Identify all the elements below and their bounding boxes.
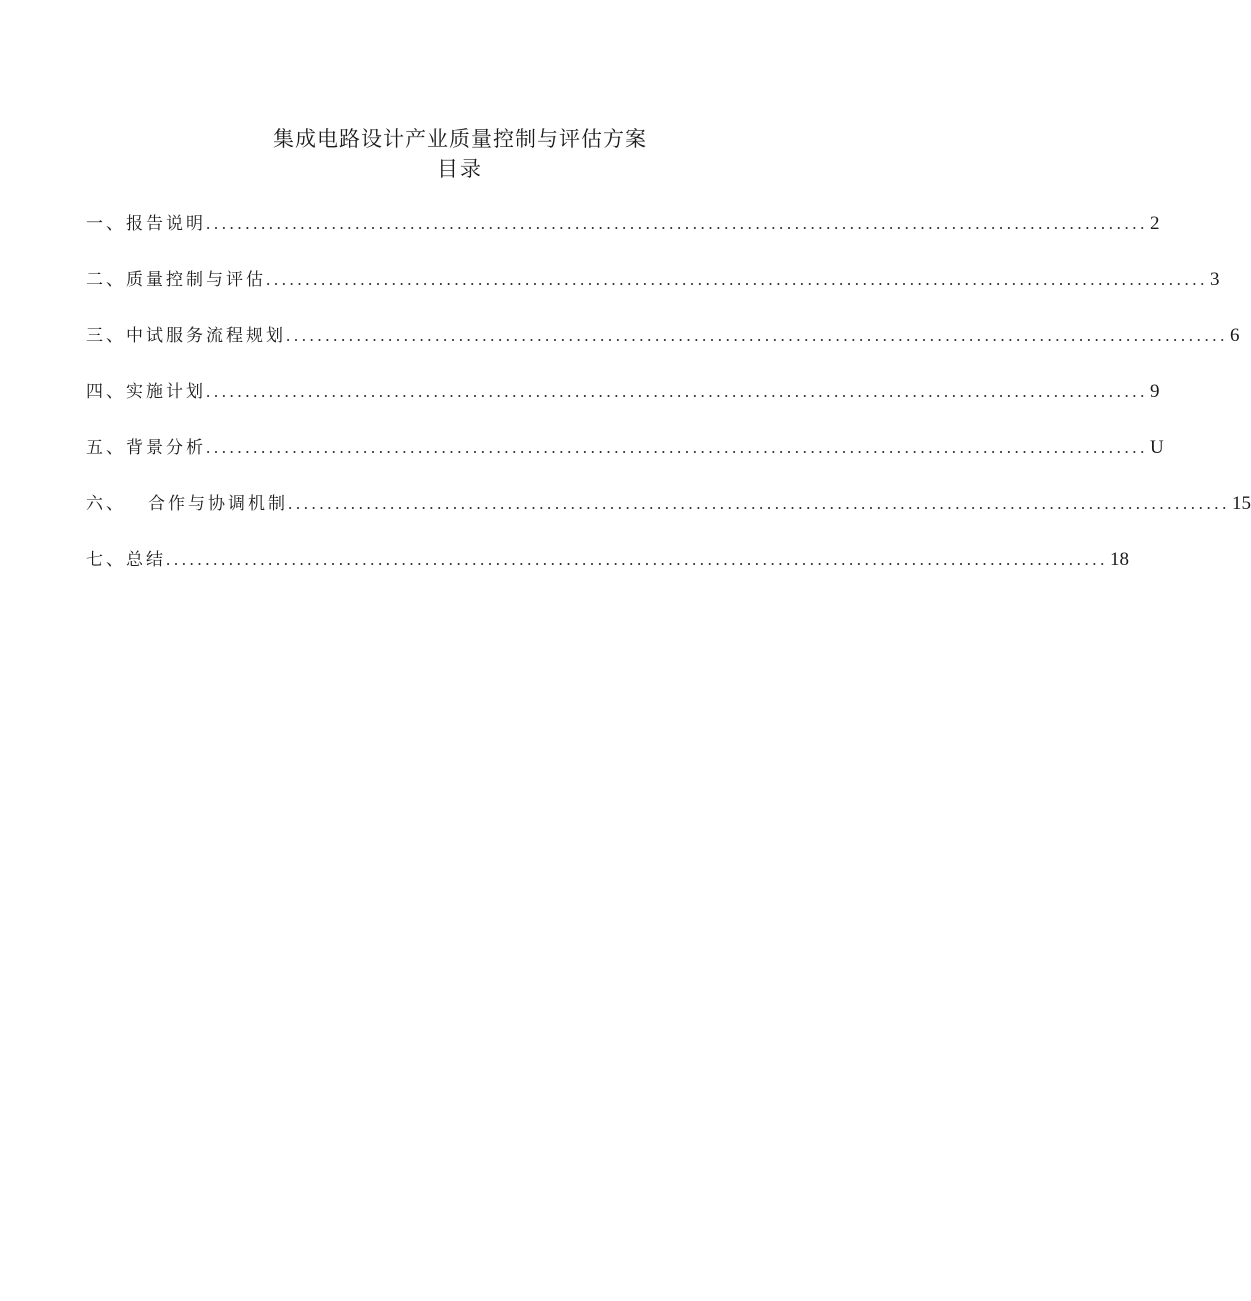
toc-entry-page: U xyxy=(1150,437,1164,458)
toc-entry[interactable] xyxy=(86,324,1240,380)
toc-entry-label xyxy=(86,492,288,516)
toc-leader-dots: ........................................................................................................................ xyxy=(266,270,1208,289)
toc-entry[interactable] xyxy=(86,212,1160,268)
toc-entry-label xyxy=(86,380,206,404)
toc-entry-number: 七、 xyxy=(86,550,126,570)
toc-entry-number: 一、 xyxy=(86,214,126,234)
toc-entry-label xyxy=(86,436,206,460)
toc-entry-page: 3 xyxy=(1210,269,1220,290)
toc-entry-title: 合作与协调机制 xyxy=(148,494,288,514)
toc-entry-number: 三、 xyxy=(86,326,126,346)
toc-entry-title: 中试服务流程规划 xyxy=(126,326,286,346)
toc-heading: 目录 xyxy=(437,157,483,181)
toc-entry-number: 六、 xyxy=(86,494,126,514)
toc-entry-title: 总结 xyxy=(126,550,166,570)
toc-entry-page: 9 xyxy=(1150,381,1160,402)
toc-entry-number: 二、 xyxy=(86,270,126,290)
toc-entry[interactable] xyxy=(86,436,1164,492)
toc-entry-title: 报告说明 xyxy=(126,214,206,234)
toc-entry-title: 背景分析 xyxy=(126,438,206,458)
toc-leader-dots: ........................................................................................................................ xyxy=(286,326,1228,345)
toc-entry[interactable] xyxy=(86,268,1220,324)
toc-entry-number: 五、 xyxy=(86,438,126,458)
toc-entry-page: 6 xyxy=(1230,325,1240,346)
toc-entry-label xyxy=(86,268,266,292)
toc-leader-dots: ........................................................................................................................ xyxy=(166,550,1108,569)
toc-entry-label xyxy=(86,212,206,236)
toc-entry-label xyxy=(86,548,166,572)
toc-leader-dots: ........................................................................................................................ xyxy=(288,494,1230,513)
toc-leader-dots: ........................................................................................................................ xyxy=(206,438,1148,457)
toc-leader-dots: ........................................................................................................................ xyxy=(206,382,1148,401)
document-title: 集成电路设计产业质量控制与评估方案 xyxy=(273,127,647,151)
table-of-contents xyxy=(86,212,1251,604)
toc-entry[interactable] xyxy=(86,492,1251,548)
toc-entry[interactable] xyxy=(86,380,1160,436)
toc-entry-page: 2 xyxy=(1150,213,1160,234)
toc-leader-dots: ........................................................................................................................ xyxy=(206,214,1148,233)
toc-entry[interactable] xyxy=(86,548,1129,604)
toc-entry-label xyxy=(86,324,286,348)
toc-entry-page: 15 xyxy=(1232,493,1251,514)
toc-entry-title: 质量控制与评估 xyxy=(126,270,266,290)
toc-entry-page: 18 xyxy=(1110,549,1129,570)
toc-entry-title: 实施计划 xyxy=(126,382,206,402)
toc-entry-number: 四、 xyxy=(86,382,126,402)
